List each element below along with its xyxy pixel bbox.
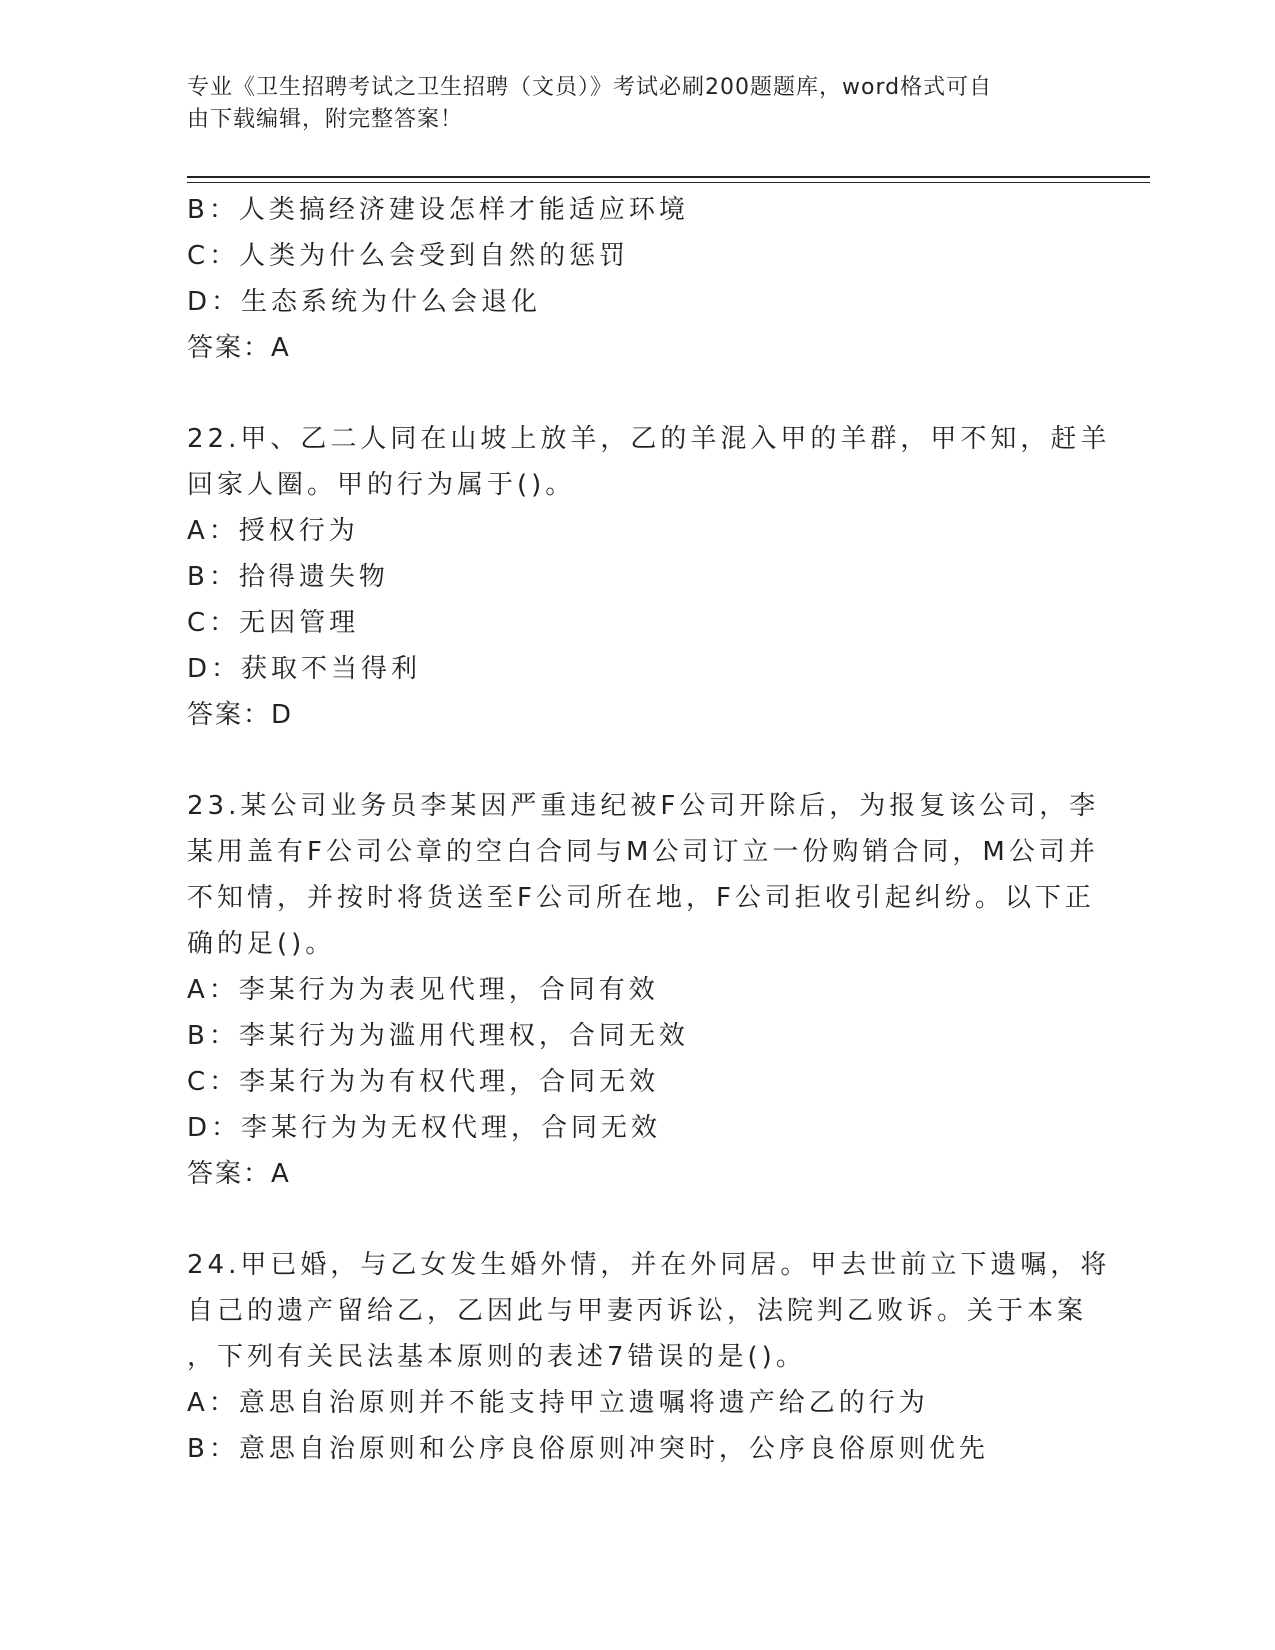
question-stem-line: 自己的遗产留给乙，乙因此与甲妻丙诉讼，法院判乙败诉。关于本案 xyxy=(187,1296,1088,1326)
header-line-2: 由下载编辑，附完整答案！ xyxy=(187,107,464,132)
question-list xyxy=(187,187,1111,1472)
option-a: A：意思自治原则并不能支持甲立遗嘱将遗产给乙的行为 xyxy=(187,1388,929,1418)
question-stem-line: 不知情，并按时将货送至F公司所在地，F公司拒收引起纠纷。以下正 xyxy=(187,883,1095,913)
option-d: D：生态系统为什么会退化 xyxy=(187,287,542,317)
spacer xyxy=(187,738,1087,783)
question-stem-line: 回家人圈。甲的行为属于()。 xyxy=(187,470,576,500)
question-22 xyxy=(187,416,1111,738)
option-a: A：授权行为 xyxy=(187,516,359,546)
option-a: A：李某行为为表见代理，合同有效 xyxy=(187,975,659,1005)
header-line-1: 专业《卫生招聘考试之卫生招聘（文员）》考试必刷200题题库，word格式可自 xyxy=(187,75,993,100)
question-stem-line: 24.甲已婚，与乙女发生婚外情，并在外同居。甲去世前立下遗嘱，将 xyxy=(187,1250,1111,1280)
option-b: B：意思自治原则和公序良俗原则冲突时，公序良俗原则优先 xyxy=(187,1434,989,1464)
answer: 答案：A xyxy=(187,333,291,363)
question-stem-line: 确的足()。 xyxy=(187,929,336,959)
option-c: C：无因管理 xyxy=(187,608,360,638)
option-b: B：人类搞经济建设怎样才能适应环境 xyxy=(187,195,689,225)
question-stem-line: ，下列有关民法基本原则的表述7错误的是()。 xyxy=(187,1342,806,1372)
question-stem-line: 23.某公司业务员李某因严重违纪被F公司开除后，为报复该公司，李 xyxy=(187,791,1100,821)
question-stem-line: 22.甲、乙二人同在山坡上放羊，乙的羊混入甲的羊群，甲不知，赶羊 xyxy=(187,424,1111,454)
answer: 答案：D xyxy=(187,700,294,730)
option-b: B：拾得遗失物 xyxy=(187,562,389,592)
option-c: C：李某行为为有权代理，合同无效 xyxy=(187,1067,660,1097)
question-21 xyxy=(187,187,1087,371)
option-b: B：李某行为为滥用代理权，合同无效 xyxy=(187,1021,689,1051)
question-24 xyxy=(187,1242,1111,1472)
answer: 答案：A xyxy=(187,1159,291,1189)
header-divider-thick xyxy=(187,176,1150,178)
option-c: C：人类为什么会受到自然的惩罚 xyxy=(187,241,630,271)
spacer xyxy=(187,371,1087,416)
question-stem-line: 某用盖有F公司公章的空白合同与M公司订立一份购销合同，M公司并 xyxy=(187,837,1099,867)
header-divider-thin xyxy=(187,182,1150,183)
option-d: D：获取不当得利 xyxy=(187,654,422,684)
question-23 xyxy=(187,783,1100,1197)
spacer xyxy=(187,1197,1087,1242)
document-header xyxy=(187,72,1067,136)
option-d: D：李某行为为无权代理，合同无效 xyxy=(187,1113,662,1143)
